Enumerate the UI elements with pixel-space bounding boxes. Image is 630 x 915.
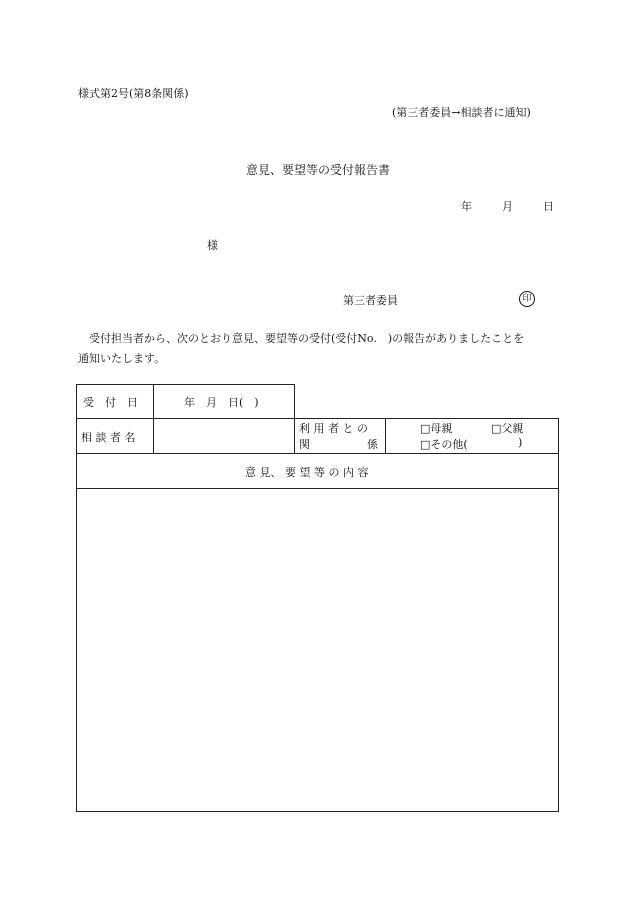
consultant-name-field[interactable] bbox=[160, 426, 288, 446]
form-line bbox=[76, 384, 295, 385]
checkbox-other-close: ) bbox=[518, 436, 523, 449]
checkbox-other[interactable]: □その他( bbox=[420, 438, 468, 451]
relation-label-2-right: 係 bbox=[367, 438, 378, 451]
seal-mark: 印 bbox=[519, 291, 535, 307]
document-title: 意見、要望等の受付報告書 bbox=[246, 163, 391, 177]
checkbox-father[interactable]: □父親 bbox=[491, 422, 524, 435]
content-body-field[interactable] bbox=[82, 494, 552, 804]
form-line bbox=[558, 418, 559, 812]
reception-date-label: 受 付 日 bbox=[83, 396, 138, 409]
form-number: 様式第2号(第8条関係) bbox=[78, 87, 189, 100]
relation-label-2-left: 関 bbox=[299, 438, 310, 451]
reception-date-value[interactable]: 年 月 日( ) bbox=[184, 396, 259, 409]
notice-body bbox=[78, 329, 524, 369]
form-line bbox=[76, 384, 77, 812]
consultant-name-label: 相 談 者 名 bbox=[81, 431, 136, 444]
form-line bbox=[385, 418, 386, 454]
date-month: 月 bbox=[502, 200, 513, 213]
date-year: 年 bbox=[461, 200, 472, 213]
checkbox-mother[interactable]: □母親 bbox=[420, 422, 453, 435]
notice-line-2: 通知いたします。 bbox=[78, 352, 166, 365]
form-line bbox=[76, 453, 559, 454]
date-line bbox=[461, 198, 554, 214]
content-header: 意 見、 要 望 等 の 内 容 bbox=[245, 466, 369, 479]
form-line bbox=[76, 418, 559, 419]
relation-label-line-1: 利 用 者 と の bbox=[299, 422, 368, 435]
date-day: 日 bbox=[543, 200, 554, 213]
form-line bbox=[76, 811, 559, 812]
form-line bbox=[153, 384, 154, 454]
routing-note: (第三者委員→相談者に通知) bbox=[392, 106, 531, 119]
sender-label: 第三者委員 bbox=[343, 294, 398, 307]
addressee-suffix: 様 bbox=[207, 239, 218, 252]
form-line bbox=[294, 384, 295, 454]
form-line bbox=[76, 488, 559, 489]
notice-line-1: 受付担当者から、次のとおり意見、要望等の受付(受付No. )の報告がありましたことを bbox=[89, 332, 525, 345]
